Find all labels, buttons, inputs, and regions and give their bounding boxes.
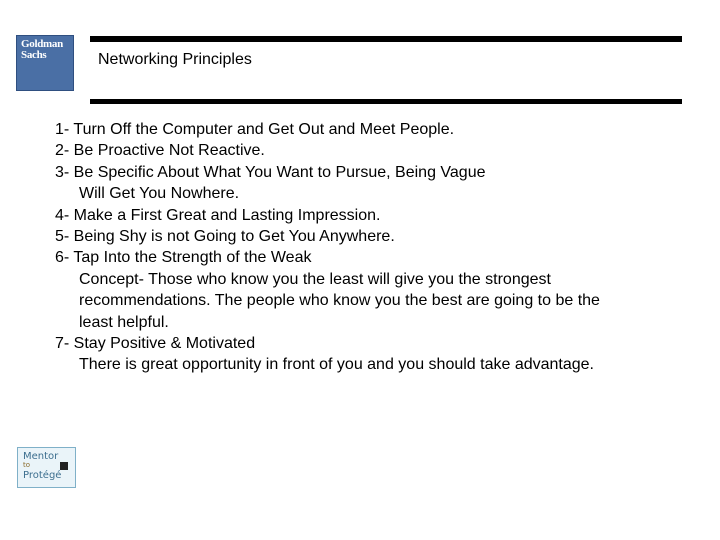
principles-list xyxy=(55,119,685,376)
principle-2: 2- Be Proactive Not Reactive. xyxy=(55,142,265,160)
logo-text-line2: Sachs xyxy=(21,49,47,61)
badge-line2: to xyxy=(23,461,31,469)
badge-mark xyxy=(60,462,68,470)
badge-line1: Mentor xyxy=(23,451,59,462)
principle-6-detail-1: Concept- Those who know you the least will give you the strongest xyxy=(79,270,551,288)
mentor-protege-logo xyxy=(17,447,76,488)
logo-text xyxy=(21,39,63,61)
page-title: Networking Principles xyxy=(98,51,252,68)
principle-3-continuation: Will Get You Nowhere. xyxy=(79,185,240,203)
principle-5: 5- Being Shy is not Going to Get You Anywhere. xyxy=(55,228,395,246)
principle-6: 6- Tap Into the Strength of the Weak xyxy=(55,249,312,267)
principle-3: 3- Be Specific About What You Want to Pursue, Being Vague xyxy=(55,163,486,181)
principle-1: 1- Turn Off the Computer and Get Out and Meet People. xyxy=(55,121,455,138)
principle-7-detail-1: There is great opportunity in front of you and you should take advantage. xyxy=(79,356,594,374)
principle-6-detail-3: least helpful. xyxy=(79,313,169,331)
header-rule-bottom xyxy=(90,99,682,104)
badge-line3: Protégé xyxy=(23,470,62,481)
header-rule-top xyxy=(90,36,682,42)
goldman-sachs-logo xyxy=(16,35,74,91)
principle-6-detail-2: recommendations. The people who know you the best are going to be the xyxy=(79,292,600,310)
principle-7: 7- Stay Positive & Motivated xyxy=(55,335,256,353)
logo-text-line1: Goldman xyxy=(21,38,63,50)
principle-4: 4- Make a First Great and Lasting Impression. xyxy=(55,206,381,224)
